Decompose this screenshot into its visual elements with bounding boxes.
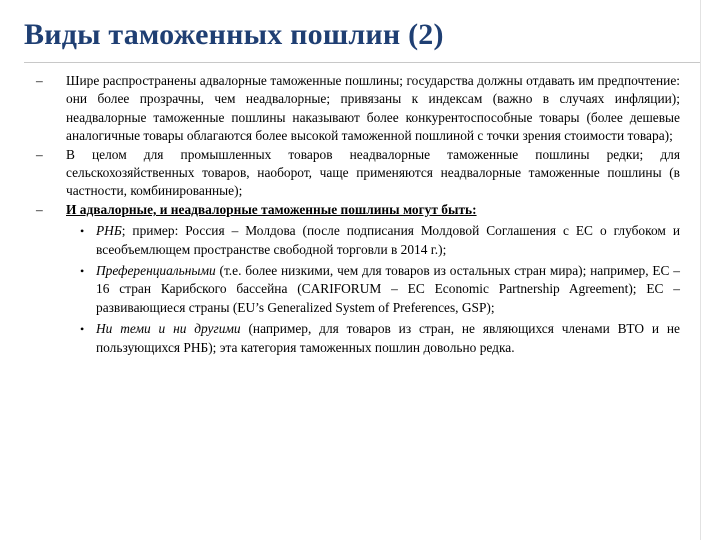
list-item-both-types [36,201,680,219]
bullet-text: ; пример: Россия – Молдова (после подписания Молдовой Соглашения с ЕС о глубоком и всеобъемлющем пространстве свободной торговли в 2014 г.); [96,223,680,257]
paragraph-text: И адвалорные, и неадвалорные таможенные пошлины могут быть: [66,201,477,217]
side-divider [700,0,701,540]
list-item-industrial-goods [36,146,680,201]
paragraph-text: Шире распространены адвалорные таможенные пошлины; государства должны отдавать им предпочтение: они более прозрачны, чем неадвалорные; привязаны к индексам (важно в случаях инфляции); неадвалорные таможенные пошлины наказывают более конкурентоспособные товары (более дешевые аналогичные товары облагаются более высокой таможенной пошлиной с точки зрения стоимости товара); [66,73,680,144]
bullet-item-neither [36,320,680,357]
bullet-text: (например, для товаров из стран, не являющихся членами ВТО и не пользующихся РНБ); эта категория таможенных пошлин довольно редка. [96,321,680,355]
bullet-marker: • [80,264,85,279]
slide-title: Виды таможенных пошлин (2) [24,18,444,51]
bullet-term: РНБ [96,223,122,239]
dash-marker: – [36,73,43,88]
dash-marker: – [36,146,43,162]
list-item-widespread-ad-valorem [36,72,680,146]
paragraph-text: В целом для промышленных товаров неадвалорные таможенные пошлины редки; для сельскохозяйственных товаров, наоборот, чаще применяются неадвалорные таможенные пошлины (в частности, комбинированные); [66,146,680,199]
bullet-marker: • [80,322,85,337]
slide-content [36,72,680,357]
bullet-item-preferential [36,262,680,317]
dash-marker: – [36,201,43,217]
bullet-term: Преференциальными [96,263,216,279]
bullet-item-mfn [36,222,680,259]
bullet-term: Ни теми и ни другими [96,321,241,337]
bullet-marker: • [80,224,85,239]
title-divider [24,62,700,63]
bullet-text: (т.е. более низкими, чем для товаров из остальных стран мира); например, ЕС – 16 стран Карибского бассейна (CARIFORUM – EC Economic Partnership Agreement); ЕС – развивающиеся страны (EU’s Generalized System of Preferences, GSP); [96,263,680,315]
